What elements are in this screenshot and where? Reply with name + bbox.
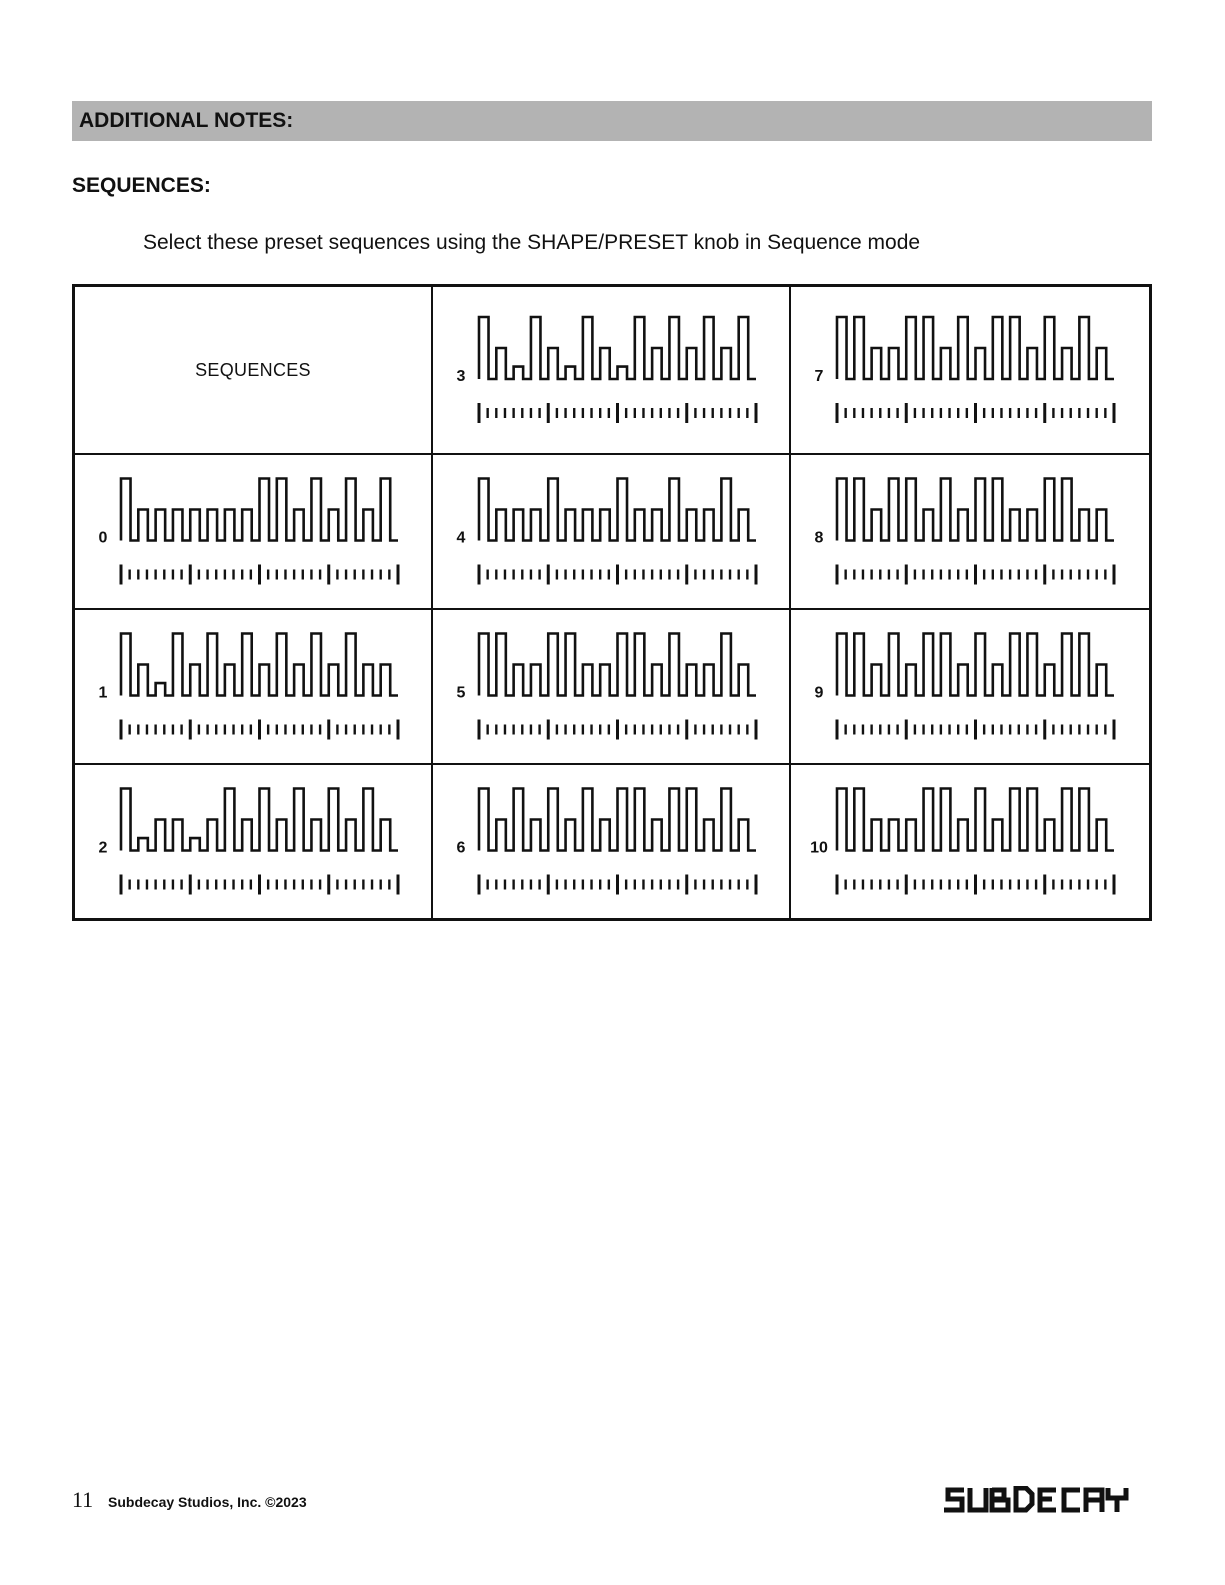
sequence-graphic-9 (791, 610, 1149, 763)
sequence-waveform-5 (479, 634, 756, 696)
step-ruler-2 (121, 875, 398, 895)
sequence-graphic-3 (433, 287, 789, 453)
sequence-waveform-1 (121, 634, 398, 696)
sequence-cell-10 (791, 765, 1149, 918)
step-ruler-8 (837, 565, 1114, 585)
sequence-waveform-8 (837, 479, 1114, 541)
sequence-cell-0 (75, 455, 433, 610)
sequence-graphic-10 (791, 765, 1149, 918)
sequence-waveform-9 (837, 634, 1114, 696)
sequence-graphic-0 (75, 455, 431, 608)
sequence-cell-6 (433, 765, 791, 918)
page-number: 11 (72, 1487, 94, 1512)
sequence-number-7: 7 (814, 368, 824, 385)
sequence-graphic-5 (433, 610, 789, 763)
section-banner: ADDITIONAL NOTES: (72, 101, 1152, 141)
sequence-waveform-6 (479, 789, 756, 851)
copyright-text: Subdecay Studios, Inc. ©2023 (108, 1494, 307, 1510)
sequence-number-0: 0 (98, 529, 108, 547)
sequence-graphic-4 (433, 455, 789, 608)
sequence-cell-1 (75, 610, 433, 765)
step-ruler-4 (479, 565, 756, 585)
sequence-waveform-7 (837, 317, 1114, 379)
step-ruler-1 (121, 720, 398, 740)
step-ruler-5 (479, 720, 756, 740)
sequence-cell-9 (791, 610, 1149, 765)
step-ruler-10 (837, 875, 1114, 895)
sequence-number-9: 9 (814, 684, 824, 702)
sequence-cell-4 (433, 455, 791, 610)
sequence-waveform-2 (121, 789, 398, 851)
sequence-waveform-10 (837, 789, 1114, 851)
sequence-number-10: 10 (810, 839, 828, 857)
sequence-graphic-6 (433, 765, 789, 918)
sequence-table-header: SEQUENCES (75, 287, 433, 455)
sequence-graphic-1 (75, 610, 431, 763)
sequence-table (72, 284, 1152, 921)
step-ruler-7 (837, 403, 1114, 423)
sequence-number-2: 2 (98, 839, 108, 857)
step-ruler-0 (121, 565, 398, 585)
subdecay-logo (942, 1486, 1136, 1514)
sequence-number-4: 4 (456, 529, 466, 547)
sequence-graphic-2 (75, 765, 431, 918)
section-title: SEQUENCES: (72, 174, 211, 197)
sequence-cell-3 (433, 287, 791, 455)
step-ruler-3 (479, 403, 756, 423)
sequence-graphic-7 (791, 287, 1149, 453)
step-ruler-9 (837, 720, 1114, 740)
sequence-number-1: 1 (98, 684, 108, 702)
sequence-waveform-0 (121, 479, 398, 541)
sequence-cell-7 (791, 287, 1149, 455)
sequence-number-3: 3 (456, 368, 466, 385)
sequence-cell-5 (433, 610, 791, 765)
sequence-cell-8 (791, 455, 1149, 610)
sequence-number-8: 8 (814, 529, 824, 547)
intro-text: Select these preset sequences using the SHAPE/PRESET knob in Sequence mode (143, 231, 921, 254)
sequence-waveform-3 (479, 317, 756, 379)
sequence-cell-2 (75, 765, 433, 918)
sequence-waveform-4 (479, 479, 756, 541)
sequence-number-6: 6 (456, 839, 466, 857)
sequence-graphic-8 (791, 455, 1149, 608)
sequence-number-5: 5 (456, 684, 466, 702)
step-ruler-6 (479, 875, 756, 895)
